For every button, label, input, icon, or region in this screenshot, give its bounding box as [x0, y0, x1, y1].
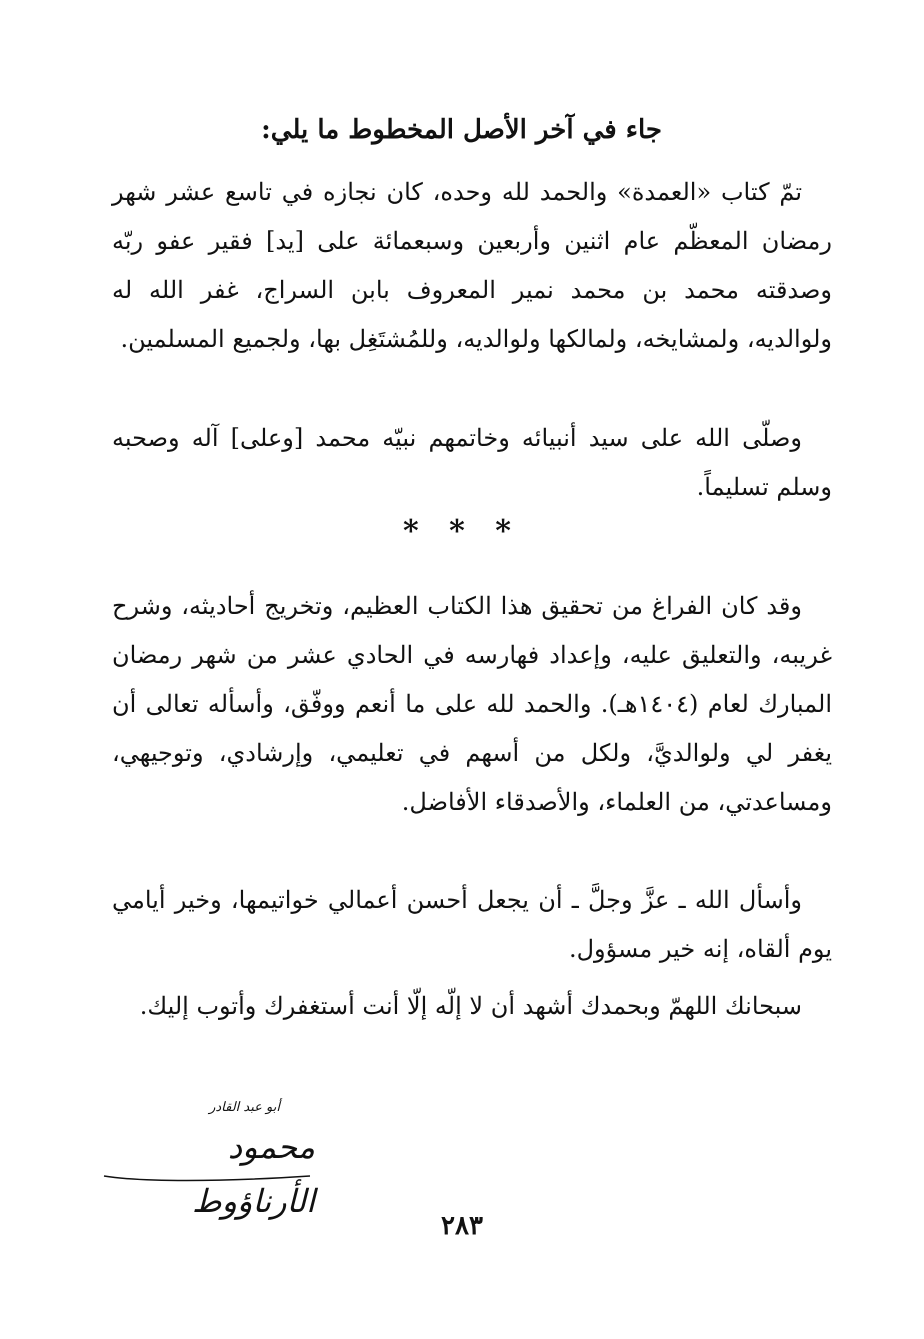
section-separator: * * * [403, 514, 521, 549]
page-number: ٢٨٣ [441, 1211, 483, 1241]
signature-flourish-icon [100, 1116, 320, 1188]
section-heading: جاء في آخر الأصل المخطوط ما يلي: [261, 115, 662, 145]
closing-paragraph: سبحانك اللهمّ وبحمدك أشهد أن لا إلّه إلّا أنت أستغفرك وأتوب إليك. [139, 992, 802, 1020]
blessing-paragraph: وصلّى الله على سيد أنبيائه وخاتمهم نبيّه محمد [وعلى] آله وصحبه وسلم تسليماً. [112, 424, 832, 501]
signature-kunya: أبو عبد القادر [209, 1100, 280, 1115]
colophon-paragraph: تمّ كتاب «العمدة» والحمد لله وحده، كان نجازه في تاسع عشر شهر رمضان المعظّم عام اثنين وأربعين وسبعمائة على [يد] فقير عفو ربّه وصدقته محمد بن محمد نمير المعروف بابن السراج، غفر الله له ولوالديه، ولمشايخه، ولمالكها ولوالديه، وللمُشتَغِل بها، ولجميع المسلمين. [112, 178, 832, 353]
signature-name: محمود الأرناؤوط [192, 1128, 315, 1220]
completion-paragraph: وقد كان الفراغ من تحقيق هذا الكتاب العظيم، وتخريج أحاديثه، وشرح غريبه، والتعليق عليه، وإعداد فهارسه في الحادي عشر من شهر رمضان المبارك لعام (١٤٠٤هـ). والحمد لله على ما أنعم ووفّق، وأسأله تعالى أن يغفر لي ولوالديَّ، ولكل من أسهم في تعليمي، وإرشادي، وتوجيهي، ومساعدتي، من العلماء، والأصدقاء الأفاضل. [112, 592, 832, 816]
author-signature [100, 1098, 320, 1220]
prayer-paragraph: وأسأل الله ـ عزَّ وجلَّ ـ أن يجعل أحسن أعمالي خواتيمها، وخير أيامي يوم ألقاه، إنه خير مسؤول. [112, 886, 832, 963]
